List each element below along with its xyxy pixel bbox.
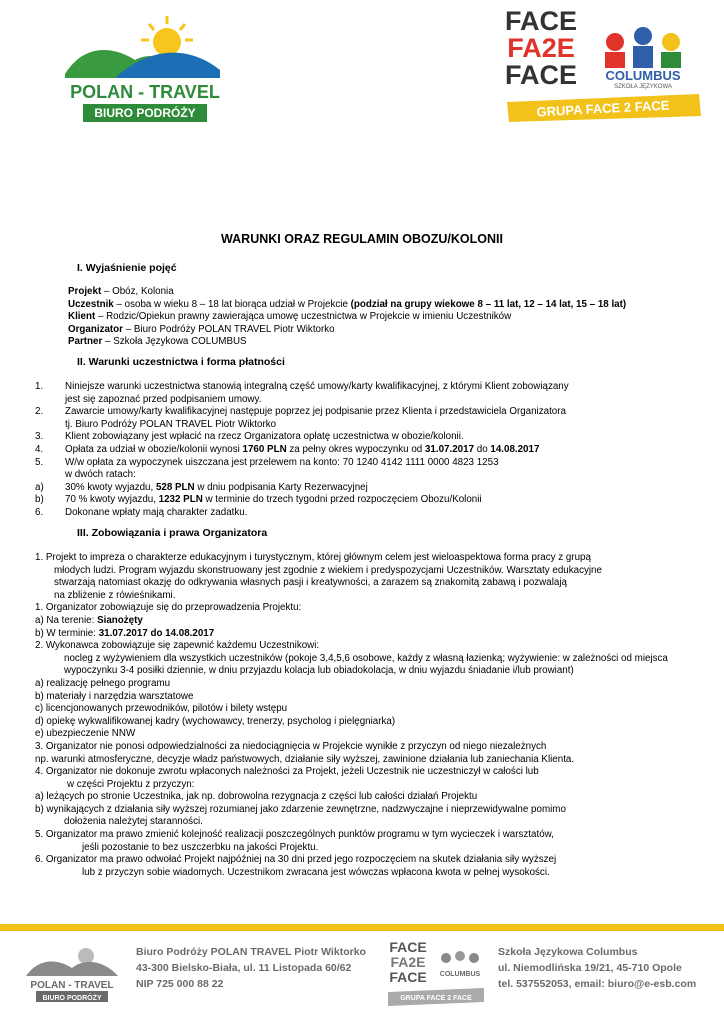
text-part: a) leżących po stronie Uczestnika, jak np. dobrowolna rezygnacja z części lub całości działań Projektu — [35, 791, 478, 803]
footer-banner: GRUPA FACE 2 FACE — [400, 995, 472, 1002]
obligation-text — [82, 867, 550, 880]
obligation-text — [35, 602, 301, 615]
text-part: np. warunki atmosferyczne, decyzje władz państwowych, działanie siły wyższej, zawinione działania lub zaniechania Klienta. — [35, 753, 575, 765]
text-part: Opłata za udział w obozie/kolonii wynosi — [65, 443, 243, 455]
footer-school-contact: tel. 537552053, email: biuro@e-esb.com — [498, 978, 697, 990]
obligation-text — [64, 665, 574, 678]
footer-face-1: FACE — [389, 939, 427, 955]
polan-travel-logo — [55, 12, 235, 128]
footer-school-address: ul. Niemodlińska 19/21, 45-710 Opole — [498, 962, 682, 974]
condition-text — [65, 507, 247, 520]
text-part: Klient zobowiązany jest wpłacić na rzecz Organizatora opłatę uczestnictwa w obozie/kolonii. — [65, 431, 464, 443]
obligation-text — [35, 552, 591, 565]
text-part: 1. Projekt to impreza o charakterze edukacyjnym i turystycznym, której głównym celem jest wieloaspektowa forma pracy z grupą — [35, 552, 591, 563]
footer-logo-line1: POLAN - TRAVEL — [30, 980, 114, 991]
text-part: wypoczynku 3-4 posiłki dziennie, w dniu przyjazdu kolacja lub obiadokolacja, w dniu wyjazdu śniadanie i/lub prowiant) — [64, 665, 574, 677]
condition-number: 1. — [35, 381, 44, 392]
definition-row — [68, 299, 626, 312]
obligation-text — [35, 628, 214, 641]
text-part: a) Na terenie: — [35, 614, 98, 626]
text-part: 4. Organizator nie dokonuje zwrotu wpłaconych należności za Projekt, jeżeli Uczestnik nie uczestniczył w całości lub — [35, 766, 539, 778]
columbus-brand: COLUMBUS — [605, 68, 681, 83]
banner-text: GRUPA FACE 2 FACE — [536, 97, 670, 120]
obligation-text — [54, 590, 175, 603]
text-part: jeśli pozostanie to bez uszczerbku na jakości Projektu. — [82, 841, 319, 853]
footer-company-address: 43-300 Bielsko-Biała, ul. 11 Listopada 60/62 — [136, 962, 352, 974]
text-part: tj. Biuro Podróży POLAN TRAVEL Piotr Wiktorko — [65, 418, 277, 430]
bold-value: 528 PLN — [155, 481, 195, 493]
obligation-text — [35, 703, 287, 716]
logo-line1: POLAN - TRAVEL — [70, 82, 220, 102]
obligation-text — [54, 565, 602, 578]
text-part: 2. Wykonawca zobowiązuje się zapewnić każdemu Uczestnikowi: — [35, 640, 320, 652]
obligation-text — [35, 615, 143, 628]
text-part: na zbliżenie z rówieśnikami. — [54, 589, 176, 601]
obligation-text — [35, 640, 319, 653]
document-title: WARUNKI ORAZ REGULAMIN OBOZU/KOLONII — [221, 232, 503, 246]
text-part: stwarzają natomiast okazję do odkrywania własnych pasji i kreatywności, a zarazem są znakomitą zabawą i pozwalają — [54, 577, 567, 589]
obligation-text — [35, 691, 193, 704]
people-icon — [605, 27, 681, 68]
text-part: w części Projektu z przyczyn: — [67, 778, 195, 790]
footer-company-nip: NIP 725 000 88 22 — [136, 978, 224, 990]
definition-term: Organizator — [68, 323, 123, 335]
text-part: a) realizację pełnego programu — [35, 677, 171, 689]
obligation-text — [67, 779, 194, 792]
face-word-2: FA2E — [507, 33, 575, 63]
condition-text — [65, 431, 464, 444]
footer-face-3: FACE — [389, 969, 427, 985]
columbus-sub: SZKOŁA JĘZYKOWA — [614, 84, 672, 90]
section3-heading: III. Zobowiązania i prawa Organizatora — [77, 527, 268, 539]
obligation-text — [35, 829, 554, 842]
condition-text — [65, 494, 482, 507]
text-part: w dwóch ratach: — [65, 469, 136, 481]
bold-value: Sianożęty — [97, 614, 143, 626]
definition-text: – osoba w wieku 8 – 18 lat biorąca udział w Projekcie — [113, 298, 351, 310]
face-word-1: FACE — [504, 6, 578, 36]
condition-number: 5. — [35, 456, 44, 468]
definition-text: – Szkoła Językowa COLUMBUS — [102, 336, 247, 348]
text-part: do — [474, 443, 491, 455]
bold-value: 1232 PLN — [158, 494, 203, 506]
text-part: Zawarcie umowy/karty kwalifikacyjnej następuje poprzez jej podpisanie przez Klienta i przedstawiciela Organizatora — [65, 406, 566, 418]
condition-number: 6. — [35, 506, 44, 518]
text-part: W/w opłata za wypoczynek uiszczana jest przelewem na konto: 70 1240 4142 1111 0000 4823 1253 — [65, 456, 499, 468]
bold-value: 14.08.2017 — [490, 443, 540, 455]
footer-face-2: FA2E — [390, 954, 426, 970]
condition-text — [65, 482, 368, 495]
sun-icon — [141, 16, 193, 56]
obligation-text — [35, 728, 135, 741]
definition-term: Uczestnik — [68, 298, 114, 310]
obligation-text — [35, 791, 477, 804]
condition-number: 4. — [35, 443, 44, 455]
obligation-text — [35, 678, 170, 691]
logo-line2: BIURO PODRÓŻY — [94, 106, 196, 120]
definition-row — [68, 336, 626, 349]
condition-text — [65, 457, 499, 470]
footer-divider-line — [0, 930, 724, 931]
definition-note: (podział na grupy wiekowe 8 – 11 lat, 12 – 14 lat, 15 – 18 lat) — [350, 298, 627, 310]
obligation-text — [82, 842, 318, 855]
obligation-text — [35, 854, 556, 867]
text-part: lub z przyczyn sobie wiadomych. Uczestnikom zwracana jest wówczas wpłacona kwota w pełnej wysokości. — [82, 866, 550, 878]
condition-text — [65, 444, 539, 457]
text-part: nocleg z wyżywieniem dla wszystkich uczestników (pokoje 3,4,5,6 osobowe, każdy z własną łazienką; wyżywienie: w zależności od miejsca — [64, 652, 668, 664]
definition-text: – Rodzic/Opiekun prawny zawierająca umowę uczestnictwa w Projekcie w imieniu Uczestników — [95, 311, 512, 323]
text-part: młodych ludzi. Program wyjazdu skonstruowany jest zgodnie z wiekiem i predyspozycjami Uczestników. Warsztaty edukacyjne — [54, 564, 602, 576]
text-part: 3. Organizator nie ponosi odpowiedzialności za niedociągnięcia w Projekcie wynikłe z przyczyn od niego niezależnych — [35, 740, 547, 752]
condition-text — [65, 419, 276, 432]
definition-row — [68, 311, 626, 324]
text-part: 6. Organizator ma prawo odwołać Projekt najpóźniej na 30 dni przed jego rozpoczęciem na skutek działania siły wyższej — [35, 854, 557, 866]
bold-value: 31.07.2017 do 14.08.2017 — [98, 627, 215, 639]
text-part: c) licencjonowanych przewodników, pilotów i bilety wstępu — [35, 703, 288, 715]
section2-heading: II. Warunki uczestnictwa i forma płatności — [77, 356, 285, 368]
text-part: b) wynikających z działania siły wyższej rozumianej jako zdarzenie zewnętrzne, nadzwyczajne i nieprzewidywalne pomimo — [35, 803, 566, 815]
text-part: d) opiekę wykwalifikowanej kadry (wychowawcy, trenerzy, psycholog i pielęgniarka) — [35, 715, 396, 727]
definition-term: Projekt — [68, 286, 102, 297]
footer-school-name: Szkoła Językowa Columbus — [498, 946, 638, 958]
condition-number: 3. — [35, 431, 44, 443]
text-part: Dokonane wpłaty mają charakter zadatku. — [65, 506, 248, 518]
text-part: Niniejsze warunki uczestnictwa stanowią integralną część umowy/karty kwalifikacyjnej, z którymi Klient zobowiązany — [65, 381, 569, 392]
bold-value: 31.07.2017 — [424, 443, 475, 455]
obligation-text — [35, 754, 574, 767]
obligation-text — [35, 766, 539, 779]
definition-row — [68, 286, 626, 299]
footer-face2face-logo — [384, 936, 488, 1010]
text-part: 1. Organizator zobowiązuje się do przeprowadzenia Projektu: — [35, 602, 302, 614]
footer-polan-logo — [20, 940, 124, 1004]
obligation-text — [35, 804, 566, 817]
face2face-columbus-logo — [493, 4, 715, 122]
condition-text — [65, 381, 569, 394]
text-part: w dniu podpisania Karty Rezerwacyjnej — [194, 481, 368, 493]
text-part: dołożenia należytej staranności. — [64, 816, 203, 828]
footer-school-info — [498, 944, 696, 992]
condition-number: a) — [35, 481, 44, 493]
obligation-text — [64, 653, 668, 666]
text-part: w terminie do trzech tygodni przed rozpoczęciem Obozu/Kolonii — [202, 494, 482, 506]
definition-row — [68, 324, 626, 337]
obligation-text — [35, 741, 546, 754]
definition-text: – Biuro Podróży POLAN TRAVEL Piotr Wiktorko — [122, 323, 335, 335]
obligation-text — [54, 577, 567, 590]
definition-term: Klient — [68, 311, 96, 323]
footer-company-info — [136, 944, 366, 992]
footer-logo-line2: BIURO PODRÓŻY — [42, 995, 102, 1002]
text-part: za pełny okres wypoczynku od — [286, 443, 425, 455]
text-part: 5. Organizator ma prawo zmienić kolejność realizacji poszczególnych punktów programu w tym wycieczek i warsztatów, — [35, 829, 554, 841]
condition-text — [65, 394, 261, 407]
text-part: b) W terminie: — [35, 627, 99, 639]
condition-number: b) — [35, 494, 44, 506]
obligation-text — [64, 816, 203, 829]
face-word-3: FACE — [504, 60, 578, 90]
footer-company-name: Biuro Podróży POLAN TRAVEL Piotr Wiktorko — [136, 946, 366, 958]
text-part: 70 % kwoty wyjazdu, — [65, 494, 159, 506]
condition-text — [65, 406, 566, 419]
definitions-list — [68, 286, 626, 349]
section1-heading: I. Wyjaśnienie pojęć — [77, 262, 177, 274]
text-part: e) ubezpieczenie NNW — [35, 728, 136, 740]
definition-term: Partner — [68, 336, 103, 348]
footer-columbus: COLUMBUS — [439, 971, 481, 978]
text-part: 30% kwoty wyjazdu, — [65, 481, 156, 493]
condition-number: 2. — [35, 406, 44, 418]
bold-value: 1760 PLN — [242, 443, 287, 455]
condition-text — [65, 469, 136, 482]
text-part: jest się zapoznać przed podpisaniem umowy. — [65, 393, 262, 405]
text-part: b) materiały i narzędzia warsztatowe — [35, 690, 194, 702]
definition-text: – Obóz, Kolonia — [101, 286, 174, 297]
obligation-text — [35, 716, 395, 729]
